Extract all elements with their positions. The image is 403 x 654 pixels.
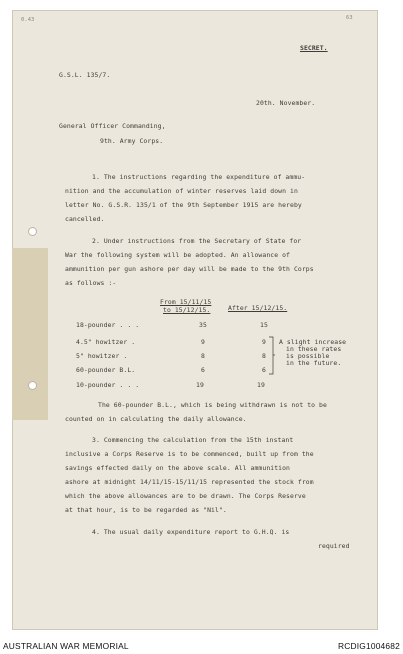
document-page — [12, 10, 378, 630]
table-gun-type: 10-pounder . . . — [76, 381, 140, 389]
addressee-line: General Officer Commanding, — [59, 122, 166, 130]
table-gun-type: 18-pounder . . . — [76, 321, 140, 329]
table-value-period-2: 8 — [262, 352, 266, 360]
paragraph-line: War the following system will be adopted. An allowance of — [65, 251, 291, 259]
paragraph-line: at that hour, is to be regarded as "Nil". — [65, 506, 227, 514]
addressee-line: 9th. Army Corps. — [100, 137, 164, 145]
table-value-period-2: 6 — [262, 366, 266, 374]
pencil-folio-number: 63 — [346, 15, 353, 21]
paragraph-line: 4. The usual daily expenditure report to G.H.Q. is — [92, 528, 290, 536]
table-gun-type: 4.5" howitzer . — [76, 338, 136, 346]
paragraph-line: savings effected daily on the above scale. All ammunition — [65, 464, 291, 472]
table-value-period-2: 9 — [262, 338, 266, 346]
punch-hole — [28, 381, 37, 390]
table-value-period-1: 8 — [201, 352, 205, 360]
punch-hole — [28, 227, 37, 236]
table-header-period-2: After 15/12/15. — [228, 304, 288, 312]
paragraph-line: ashore at midnight 14/11/15-15/11/15 represented the stock from — [65, 478, 314, 486]
table-value-period-1: 6 — [201, 366, 205, 374]
paragraph-line: cancelled. — [65, 215, 105, 223]
paragraph-line: 1. The instructions regarding the expenditure of ammu- — [92, 173, 306, 181]
table-value-period-1: 35 — [199, 321, 207, 329]
paragraph-line: as follows :- — [65, 279, 117, 287]
paragraph-line: 3. Commencing the calculation from the 15th instant — [92, 436, 294, 444]
table-value-period-2: 19 — [257, 381, 265, 389]
classification-mark: SECRET. — [300, 44, 328, 52]
paragraph-line: The 60-pounder B.L., which is being withdrawn is not to be — [98, 401, 327, 409]
pencil-note-left: 0.43 — [21, 17, 35, 23]
table-value-period-1: 19 — [196, 381, 204, 389]
table-note-bracket — [268, 336, 276, 376]
letter-date: 20th. November. — [256, 99, 316, 107]
table-gun-type: 5" howitzer . — [76, 352, 128, 360]
footer-record-id: RCDIG1004682 — [338, 641, 400, 651]
paragraph-line: which the above allowances are to be drawn. The Corps Reserve — [65, 492, 306, 500]
table-note-line: in these rates — [286, 345, 342, 353]
paragraph-line: ammunition per gun ashore per day will be made to the 9th Corps — [65, 265, 314, 273]
paragraph-line: nition and the accumulation of winter reserves laid down in — [65, 187, 298, 195]
table-gun-type: 60-pounder B.L. — [76, 366, 136, 374]
table-value-period-1: 9 — [201, 338, 205, 346]
paragraph-line: inclusive a Corps Reserve is to be commenced, built up from the — [65, 450, 314, 458]
paragraph-line: 2. Under instructions from the Secretary of State for — [92, 237, 302, 245]
reference-number: G.S.L. 135/7. — [59, 71, 111, 79]
paragraph-line: counted on in calculating the daily allowance. — [65, 415, 247, 423]
table-note-line: A slight increase — [279, 338, 347, 346]
table-header-period-1: to 15/12/15. — [163, 306, 211, 314]
catchword: required — [318, 542, 350, 550]
table-value-period-2: 15 — [260, 321, 268, 329]
footer-institution: AUSTRALIAN WAR MEMORIAL — [3, 641, 129, 651]
binding-strip — [12, 248, 48, 420]
table-note-line: in the future. — [286, 359, 342, 367]
table-note-line: is possible — [286, 352, 330, 360]
table-header-period-1: From 15/11/15 — [160, 298, 212, 306]
paragraph-line: letter No. G.S.R. 135/1 of the 9th September 1915 are hereby — [65, 201, 302, 209]
